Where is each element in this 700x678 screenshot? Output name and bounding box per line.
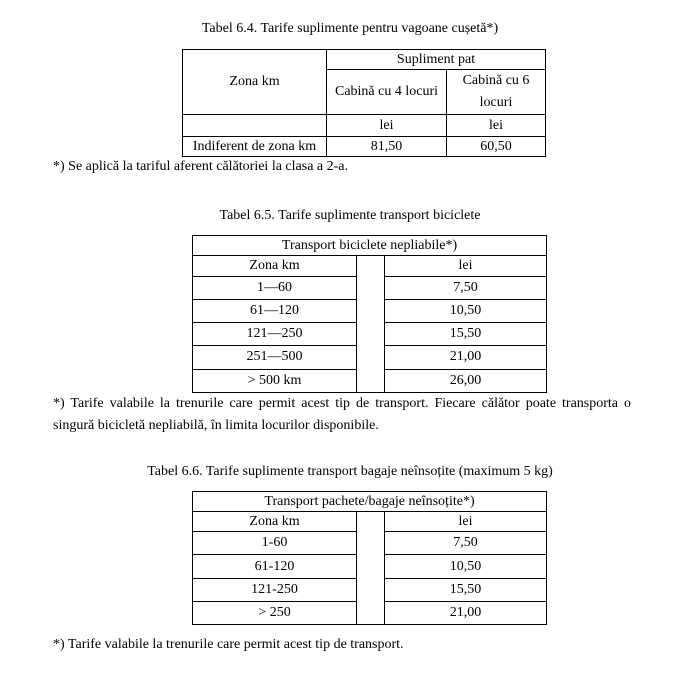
table-6-4 (182, 49, 546, 157)
column-header-unit: lei (385, 256, 547, 276)
table-row-value: 15,50 (385, 578, 547, 601)
empty-cell (183, 115, 327, 137)
table-row-value: 7,50 (385, 532, 547, 555)
table-row-value: 10,50 (385, 555, 547, 578)
table-header: Transport pachete/bagaje neînsoțite*) (193, 492, 547, 512)
unit-cell: lei (327, 115, 447, 137)
table-row-zone: 61—120 (193, 299, 357, 322)
empty-column (357, 512, 385, 625)
group-header-supplement: Supliment pat (327, 50, 546, 70)
table-6-6-title: Tabel 6.6. Tarife suplimente transport bagaje neînsoțite (maximum 5 kg) (147, 464, 553, 479)
table-6-4-title: Tabel 6.4. Tarife suplimente pentru vagoane cușetă*) (201, 21, 499, 36)
table-row-zone: 61-120 (193, 555, 357, 578)
column-header-unit: lei (385, 512, 547, 532)
unit-cell: lei (447, 115, 546, 137)
table-row-zone: 1-60 (193, 532, 357, 555)
table-row-zone: 121—250 (193, 323, 357, 346)
column-header-zone: Zona km (193, 256, 357, 276)
table-row-zone: 1—60 (193, 276, 357, 299)
value-cell: 60,50 (447, 137, 546, 157)
table-row-value: 10,50 (385, 299, 547, 322)
table-6-6 (192, 491, 547, 625)
table-6-5-title: Tabel 6.5. Tarife suplimente transport biciclete (219, 208, 481, 223)
table-row-zone: 121-250 (193, 578, 357, 601)
column-header-zone: Zona km (193, 512, 357, 532)
value-cell: 81,50 (327, 137, 447, 157)
table-row-zone: > 500 km (193, 369, 357, 392)
table-6-6-footnote: *) Tarife valabile la trenurile care permit acest tip de transport. (53, 637, 404, 652)
table-row-zone: > 250 (193, 601, 357, 624)
empty-column (357, 256, 385, 393)
table-6-5-footnote: *) Tarife valabile la trenurile care permit acest tip de transport. Fiecare călător poate transporta o singură bicicletă nepliabilă, în limita locurilor disponibile. (53, 396, 631, 433)
table-6-5 (192, 235, 547, 393)
column-header-cabin-6: Cabină cu 6 locuri (447, 70, 546, 115)
table-row-value: 21,00 (385, 601, 547, 624)
table-row-value: 21,00 (385, 346, 547, 369)
column-header-zone: Zona km (183, 50, 327, 115)
table-row-value: 7,50 (385, 276, 547, 299)
column-header-cabin-4: Cabină cu 4 locuri (327, 70, 447, 115)
table-header: Transport biciclete nepliabile*) (193, 236, 547, 256)
table-row-value: 15,50 (385, 323, 547, 346)
table-row-value: 26,00 (385, 369, 547, 392)
row-label: Indiferent de zona km (183, 137, 327, 157)
table-row-zone: 251—500 (193, 346, 357, 369)
table-6-4-footnote: *) Se aplică la tariful aferent călătoriei la clasa a 2-a. (53, 159, 348, 174)
